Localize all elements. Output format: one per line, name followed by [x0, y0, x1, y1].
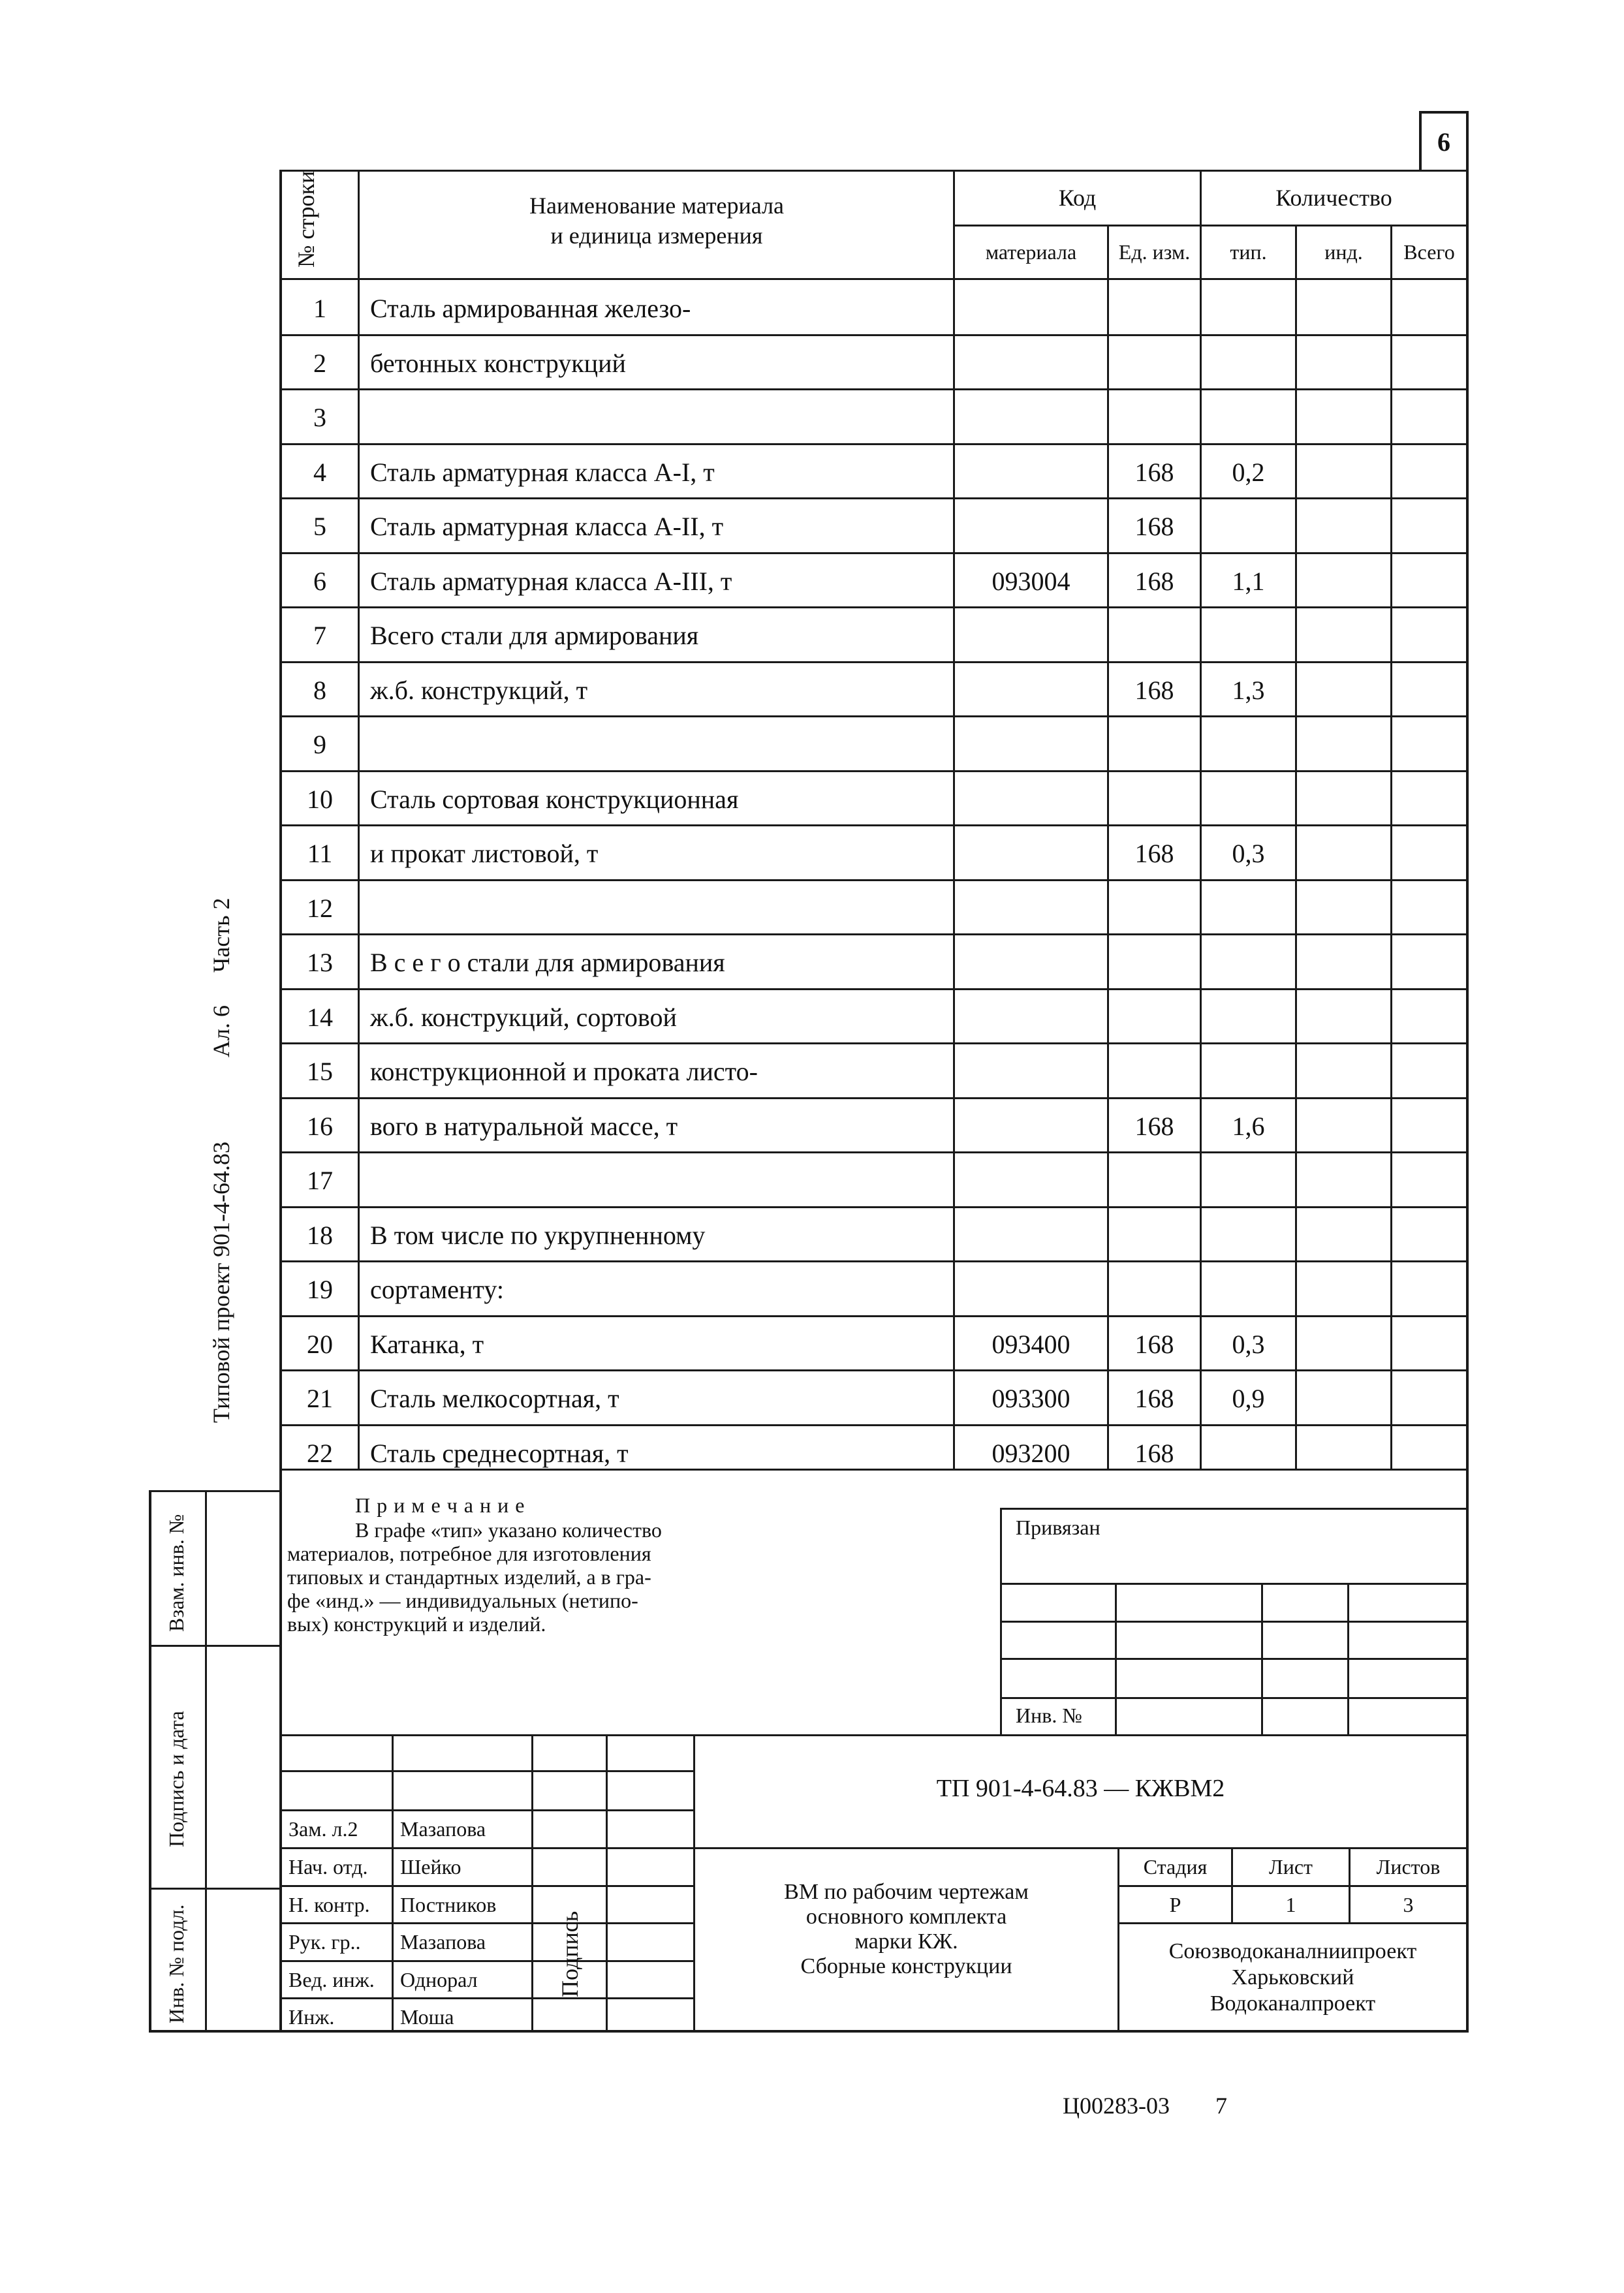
stage-label: Стадия	[1143, 1855, 1208, 1879]
row-name: В с е г о стали для армирования	[370, 947, 725, 977]
row-typ-quantity	[1202, 608, 1295, 663]
row-typ-quantity	[1202, 499, 1295, 554]
header-material: материала	[985, 240, 1077, 264]
row-unit-code: 168	[1134, 838, 1174, 868]
row-unit-code: 168	[1134, 1111, 1174, 1141]
row-material-code	[955, 1262, 1107, 1317]
row-typ-quantity	[1202, 881, 1295, 935]
row-material-code	[955, 772, 1107, 826]
row-name	[360, 881, 953, 935]
stamp-role: Нач. отд.	[289, 1855, 368, 1879]
stamp-organization-line: Харьковский	[1231, 1965, 1354, 1989]
row-number: 8	[313, 675, 326, 705]
stamp-role: Инж.	[289, 2005, 335, 2029]
row-name: ж.б. конструкций, сортовой	[370, 1002, 677, 1032]
stamp-organization-line: Водоканалпроект	[1210, 1991, 1376, 2016]
row-name: Сталь арматурная класса А-III, т	[370, 566, 732, 596]
side-project: Типовой проект 901-4-64.83	[208, 1141, 234, 1423]
row-unit-code	[1109, 935, 1200, 990]
row-unit-code: 168	[1134, 1438, 1174, 1468]
row-name: Всего стали для армирования	[370, 620, 699, 650]
row-name: Катанка, т	[370, 1329, 484, 1359]
stamp-description	[695, 1880, 1117, 1979]
row-material-code	[955, 990, 1107, 1044]
note-line: фе «инд.» — индивидуальных (нетипо-	[287, 1589, 638, 1612]
row-typ-quantity: 0,9	[1232, 1383, 1265, 1413]
row-typ-quantity: 0,3	[1232, 1329, 1265, 1359]
header-quantity: Количество	[1275, 185, 1392, 211]
row-unit-code: 168	[1134, 566, 1174, 596]
row-material-code	[955, 499, 1107, 554]
row-material-code	[955, 826, 1107, 881]
stamp-role: Рук. гр..	[289, 1930, 361, 1954]
stamp-person-name: Моша	[400, 2005, 454, 2029]
row-unit-code	[1109, 1208, 1200, 1262]
row-typ-quantity	[1202, 1208, 1295, 1262]
row-unit-code	[1109, 990, 1200, 1044]
stamp-person-name: Шейко	[400, 1855, 461, 1879]
header-row-number: № строки	[293, 170, 319, 268]
header-code: Код	[1058, 185, 1097, 211]
stamp-organization	[1119, 1939, 1466, 2017]
stamp-person-name: Постников	[400, 1893, 497, 1916]
row-name: сортаменту:	[370, 1274, 504, 1304]
row-typ-quantity	[1202, 390, 1295, 445]
stamp-description-line: Сборные конструкции	[800, 1954, 1012, 1978]
row-unit-code: 168	[1134, 457, 1174, 487]
row-number: 10	[307, 784, 333, 814]
row-number: 4	[313, 457, 326, 487]
row-unit-code: 168	[1134, 1329, 1174, 1359]
row-name	[360, 717, 953, 772]
row-number: 9	[313, 729, 326, 759]
stamp-code: ТП 901-4-64.83 — КЖВМ2	[936, 1775, 1225, 1802]
row-material-code	[955, 1208, 1107, 1262]
row-typ-quantity: 0,3	[1232, 838, 1265, 868]
row-typ-quantity: 1,1	[1232, 566, 1265, 596]
sheets-value: 3	[1403, 1892, 1414, 1916]
stamp-role: Н. контр.	[289, 1893, 370, 1916]
stamp-person-name: Однорал	[400, 1968, 478, 1991]
row-number: 1	[313, 293, 326, 323]
stamp-organization-line: Союзводоканалниипроект	[1168, 1939, 1417, 1963]
row-name: конструкционной и проката листо-	[370, 1056, 758, 1086]
stamp-person-name: Мазапова	[400, 1817, 486, 1841]
row-number: 20	[307, 1329, 333, 1359]
row-material-code	[955, 608, 1107, 663]
side-inv-podl: Инв. № подл.	[164, 1904, 188, 2023]
row-unit-code	[1109, 281, 1200, 335]
note-line: материалов, потребное для изготовления	[287, 1542, 651, 1565]
header-name-line2: и единица измерения	[550, 223, 763, 249]
row-typ-quantity: 1,6	[1232, 1111, 1265, 1141]
note-line: В графе «тип» указано количество	[355, 1518, 662, 1542]
row-number: 3	[313, 402, 326, 432]
row-typ-quantity: 0,2	[1232, 457, 1265, 487]
sheets-label: Листов	[1376, 1855, 1441, 1879]
row-material-code	[955, 717, 1107, 772]
stamp-description-line: марки КЖ.	[854, 1929, 958, 1954]
note-line: типовых и стандартных изделий, а в гра-	[287, 1565, 651, 1589]
sheet-value: 1	[1285, 1892, 1296, 1916]
row-name	[360, 390, 953, 445]
row-number: 11	[307, 838, 333, 868]
row-name: Сталь сортовая конструкционная	[370, 784, 739, 814]
row-name: вого в натуральной массе, т	[370, 1111, 678, 1141]
row-material-code	[955, 1153, 1107, 1208]
row-name: Сталь арматурная класса А-I, т	[370, 457, 715, 487]
row-material-code: 093004	[992, 566, 1070, 596]
stamp-role: Зам. л.2	[289, 1817, 358, 1841]
row-typ-quantity	[1202, 1426, 1295, 1480]
row-material-code: 093200	[992, 1438, 1070, 1468]
bound-title: Привязан	[1016, 1516, 1101, 1539]
header-total: Всего	[1403, 240, 1455, 264]
row-unit-code	[1109, 1262, 1200, 1317]
row-name: ж.б. конструкций, т	[370, 675, 588, 705]
row-typ-quantity	[1202, 990, 1295, 1044]
stamp-signature: Подпись	[557, 1911, 583, 1997]
row-material-code	[955, 663, 1107, 717]
row-number: 16	[307, 1111, 333, 1141]
header-typ: тип.	[1230, 240, 1267, 264]
row-material-code	[955, 1044, 1107, 1099]
row-material-code	[955, 281, 1107, 335]
row-number: 14	[307, 1002, 333, 1032]
note-body	[287, 1518, 744, 1636]
header-ind: инд.	[1324, 240, 1363, 264]
row-unit-code	[1109, 390, 1200, 445]
side-signdate: Подпись и дата	[164, 1711, 188, 1847]
side-vzam: Взам. инв. №	[164, 1514, 188, 1632]
row-number: 21	[307, 1383, 333, 1413]
row-number: 19	[307, 1274, 333, 1304]
row-name: Сталь мелкосортная, т	[370, 1383, 619, 1413]
row-number: 17	[307, 1165, 333, 1195]
row-number: 13	[307, 947, 333, 977]
row-material-code	[955, 390, 1107, 445]
row-name: Сталь среднесортная, т	[370, 1438, 629, 1468]
stamp-role: Вед. инж.	[289, 1968, 375, 1991]
page-number: 6	[1437, 127, 1450, 157]
footer-code: Ц00283-03	[1063, 2093, 1170, 2119]
row-material-code	[955, 335, 1107, 390]
row-typ-quantity: 1,3	[1232, 675, 1265, 705]
row-unit-code: 168	[1134, 511, 1174, 541]
side-album: Ал. 6	[208, 1005, 234, 1057]
stamp-person-name: Мазапова	[400, 1930, 486, 1954]
row-typ-quantity	[1202, 772, 1295, 826]
bound-inv: Инв. №	[1016, 1704, 1082, 1727]
row-number: 22	[307, 1438, 333, 1468]
stage-value: Р	[1169, 1892, 1181, 1916]
row-material-code: 093300	[992, 1383, 1070, 1413]
stamp-description-line: основного комплекта	[805, 1905, 1007, 1929]
header-name-line1: Наименование материала	[529, 193, 785, 219]
row-unit-code	[1109, 608, 1200, 663]
row-typ-quantity	[1202, 935, 1295, 990]
note-title: П р и м е ч а н и е	[355, 1493, 525, 1517]
row-unit-code: 168	[1134, 1383, 1174, 1413]
side-part: Часть 2	[208, 897, 234, 973]
sheet-label: Лист	[1268, 1855, 1313, 1879]
row-typ-quantity	[1202, 335, 1295, 390]
row-material-code	[955, 881, 1107, 935]
row-material-code: 093400	[992, 1329, 1070, 1359]
row-name: В том числе по укрупненному	[370, 1220, 706, 1250]
row-number: 7	[313, 620, 326, 650]
row-typ-quantity	[1202, 1153, 1295, 1208]
row-material-code	[955, 935, 1107, 990]
footer-page: 7	[1215, 2093, 1227, 2119]
row-unit-code	[1109, 881, 1200, 935]
row-typ-quantity	[1202, 717, 1295, 772]
row-name: и прокат листовой, т	[370, 838, 599, 868]
stamp-description-line: ВМ по рабочим чертежам	[784, 1880, 1029, 1904]
row-name: Сталь арматурная класса А-II, т	[370, 511, 724, 541]
row-typ-quantity	[1202, 1044, 1295, 1099]
row-name: Сталь армированная железо-	[370, 293, 691, 323]
row-unit-code	[1109, 335, 1200, 390]
row-unit-code	[1109, 772, 1200, 826]
header-unit: Ед. изм.	[1118, 240, 1191, 264]
row-number: 15	[307, 1056, 333, 1086]
row-material-code	[955, 445, 1107, 499]
row-name: бетонных конструкций	[370, 348, 626, 378]
row-unit-code: 168	[1134, 675, 1174, 705]
row-number: 6	[313, 566, 326, 596]
row-unit-code	[1109, 717, 1200, 772]
row-number: 5	[313, 511, 326, 541]
row-number: 18	[307, 1220, 333, 1250]
note-line: вых) конструкций и изделий.	[287, 1612, 546, 1636]
row-unit-code	[1109, 1153, 1200, 1208]
row-unit-code	[1109, 1044, 1200, 1099]
row-number: 12	[307, 893, 333, 923]
row-material-code	[955, 1099, 1107, 1153]
row-name	[360, 1153, 953, 1208]
row-typ-quantity	[1202, 1262, 1295, 1317]
row-number: 2	[313, 348, 326, 378]
row-typ-quantity	[1202, 281, 1295, 335]
